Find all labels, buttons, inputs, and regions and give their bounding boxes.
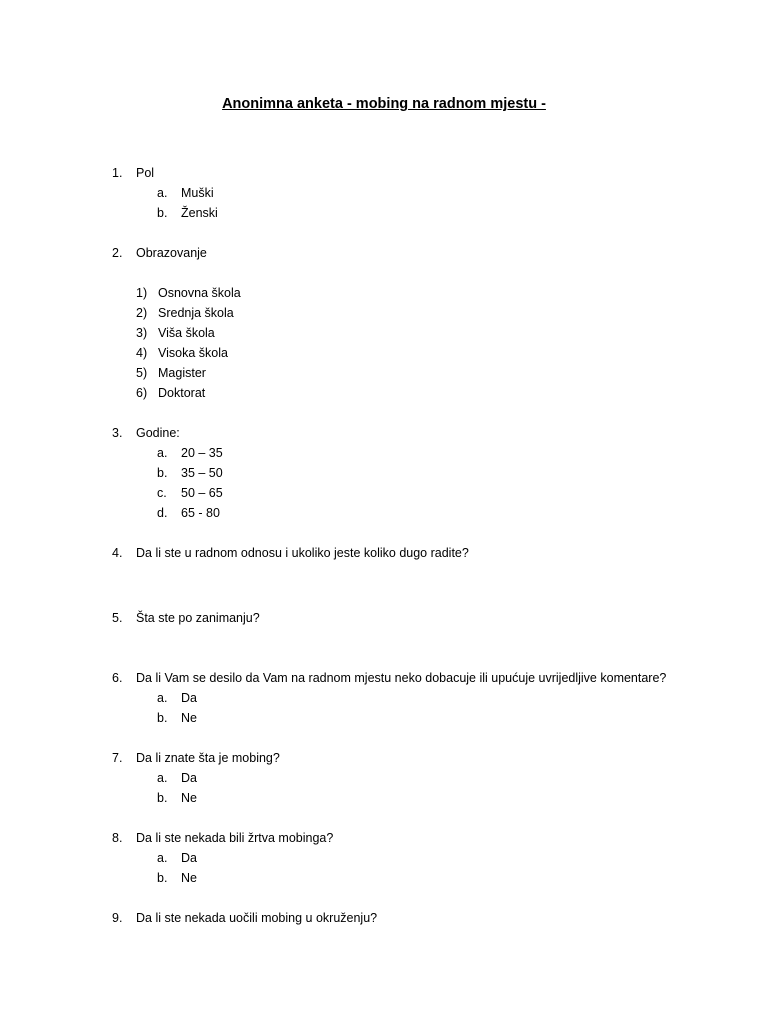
question-number: 3. [112,426,123,440]
option-text: Da [181,851,197,865]
question-number: 6. [112,671,123,685]
option-marker: b. [157,871,168,885]
option-marker: a. [157,851,168,865]
option-marker: b. [157,711,168,725]
option-text: Osnovna škola [158,286,241,300]
option-text: 35 – 50 [181,466,223,480]
question-text: Obrazovanje [136,246,207,260]
option-text: Ne [181,791,197,805]
question-number: 5. [112,611,123,625]
option-marker: c. [157,486,167,500]
option-text: Viša škola [158,326,215,340]
option-marker: a. [157,446,168,460]
question-text: Pol [136,166,155,180]
option-marker: d. [157,506,168,520]
option-text: Da [181,771,197,785]
question-number: 9. [112,911,123,925]
question-number: 1. [112,166,123,180]
option-marker: b. [157,466,168,480]
question-text: Da li Vam se desilo da Vam na radnom mjestu neko dobacuje ili upućuje uvrijedljive komentare? [136,671,667,685]
option-marker: a. [157,771,168,785]
option-text: Doktorat [158,386,206,400]
option-text: Visoka škola [158,346,228,360]
question-text: Godine: [136,426,180,440]
option-marker: 6) [136,386,148,400]
option-marker: b. [157,206,168,220]
option-marker: a. [157,186,168,200]
question-number: 8. [112,831,123,845]
option-marker: 1) [136,286,148,300]
option-marker: a. [157,691,168,705]
option-text: Ženski [181,206,218,220]
option-text: Ne [181,871,197,885]
question-text: Da li ste u radnom odnosu i ukoliko jeste koliko dugo radite? [136,546,469,560]
question-number: 2. [112,246,123,260]
option-text: Srednja škola [158,306,234,320]
option-text: Da [181,691,197,705]
option-text: Muški [181,186,214,200]
question-text: Da li ste nekada bili žrtva mobinga? [136,831,334,845]
option-text: 50 – 65 [181,486,223,500]
question-number: 7. [112,751,123,765]
document-title: Anonimna anketa - mobing na radnom mjestu - [222,96,546,112]
option-marker: b. [157,791,168,805]
option-text: Ne [181,711,197,725]
question-number: 4. [112,546,123,560]
question-text: Da li ste nekada uočili mobing u okruženju? [136,911,378,925]
option-marker: 3) [136,326,148,340]
option-text: 20 – 35 [181,446,223,460]
option-marker: 2) [136,306,148,320]
option-marker: 5) [136,366,148,380]
option-text: 65 - 80 [181,506,220,520]
question-text: Da li znate šta je mobing? [136,751,280,765]
question-text: Šta ste po zanimanju? [136,611,260,625]
option-marker: 4) [136,346,148,360]
option-text: Magister [158,366,206,380]
